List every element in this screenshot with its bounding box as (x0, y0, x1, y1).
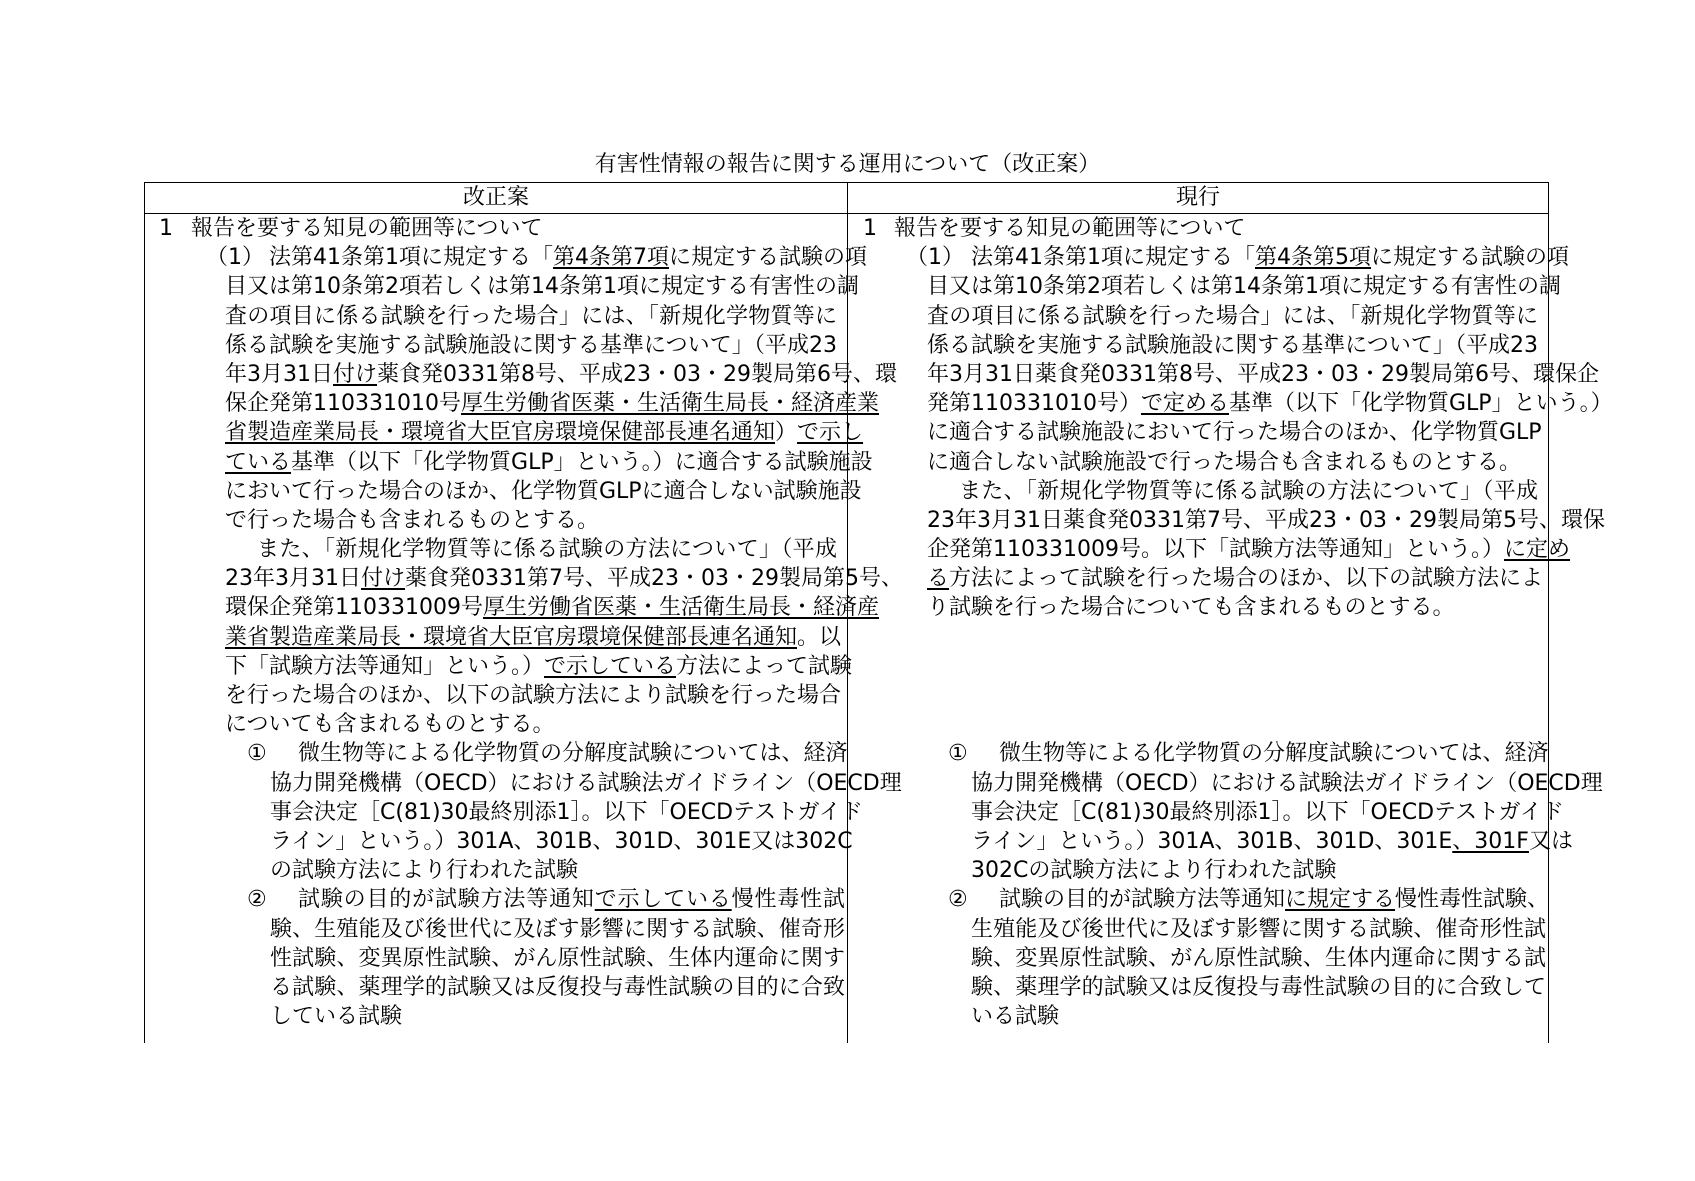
text-segment: 環保企発第110331009号 (225, 595, 483, 621)
document-title: 有害性情報の報告に関する運用について（改正案） (594, 152, 1101, 177)
text-line (971, 1002, 1546, 1031)
text-segment: 生殖能及び後世代に及ぼす影響に関する試験、催奇形性試 (971, 916, 1546, 942)
text-line (971, 798, 1564, 827)
item-1-paragraph-2 (225, 535, 903, 739)
subitem-2 (247, 885, 845, 1031)
text-segment: ） (775, 420, 798, 446)
underlined-change: 第4条第5項 (1255, 245, 1371, 271)
text-segment: ライン」という。）301A、301B、301D、301E (971, 828, 1453, 854)
revised-column (145, 214, 903, 1043)
text-segment: 基準（以下「化学物質GLP」という。）に適合する試験施設 (291, 449, 873, 475)
text-segment: 方法によって試験 (676, 653, 853, 679)
text-segment: 又は (1528, 828, 1573, 854)
column-header-revised: 改正案 (145, 183, 847, 214)
text-segment: 微生物等による化学物質の分解度試験については、経済 (999, 741, 1549, 767)
subitem-1 (247, 739, 902, 885)
text-line (927, 535, 1570, 564)
text-line (927, 331, 1538, 360)
subitem-2-label: ② (948, 887, 968, 913)
text-segment: 性試験、変異原性試験、がん原性試験、生体内運命に関す (270, 945, 845, 971)
text-line (225, 681, 842, 710)
text-segment: 協力開発機構（OECD）における試験法ガイドライン（OECD理 (270, 770, 902, 796)
underlined-change: ている (225, 449, 292, 475)
text-line (971, 739, 1549, 768)
text-segment: 事会決定［C(81)30最終別添1］。以下「OECDテストガイド (270, 799, 863, 825)
text-line (270, 798, 863, 827)
text-line (225, 535, 837, 564)
subitem-1-label: ① (948, 741, 968, 767)
text-line (971, 856, 1546, 885)
text-line (270, 885, 845, 914)
text-segment: 年3月31日薬食発0331第8号、平成23・03・29製局第6号、環保企 (927, 361, 1599, 387)
text-segment: に適合する試験施設において行った場合のほか、化学物質GLP (927, 420, 1542, 446)
text-segment: 保企発第110331010号 (225, 391, 461, 417)
text-segment: 験、変異原性試験、がん原性試験、生体内運命に関する試 (971, 945, 1546, 971)
text-line (270, 973, 845, 1002)
text-segment: 302Cの試験方法により行われた試験 (971, 858, 1337, 884)
text-segment: 薬食発0331第7号、平成23・03・29製局第5号、 (405, 566, 903, 592)
underlined-change: に定め (1503, 537, 1570, 563)
text-segment: また、「新規化学物質等に係る試験の方法について」（平成 (959, 478, 1538, 504)
section-title: 報告を要する知見の範囲等について (894, 216, 1246, 241)
text-segment: 23年3月31日 (225, 566, 361, 592)
item-1-paragraph (906, 243, 1613, 477)
section-heading (848, 214, 1548, 243)
text-segment: 微生物等による化学物質の分解度試験については、経済 (298, 741, 848, 767)
current-column (848, 214, 1613, 1043)
subitem-2-label: ② (247, 887, 267, 913)
section-number: 1 (863, 216, 877, 241)
text-segment: 法第41条第1項に規定する「 (269, 245, 553, 271)
text-line (225, 652, 853, 681)
text-line (270, 769, 902, 798)
section-heading (145, 214, 847, 243)
text-line (225, 331, 837, 360)
text-line (225, 564, 903, 593)
text-segment: において行った場合のほか、化学物質GLPに適合しない試験施設 (225, 478, 862, 504)
text-segment: に規定する試験の項 (1371, 245, 1570, 271)
text-line (971, 769, 1603, 798)
text-line (270, 915, 845, 944)
text-line (225, 448, 873, 477)
text-segment: 発第110331010号） (927, 391, 1141, 417)
text-segment: に規定する試験の項 (669, 245, 868, 271)
text-segment: 慢性毒性試験、 (1395, 887, 1550, 913)
text-segment: している試験 (270, 1004, 403, 1030)
underlined-change: 付け (333, 361, 378, 387)
underlined-change: 業省製造産業局長・環境省大臣官房環境保健部長連名通知 (225, 624, 798, 650)
text-segment: 23年3月31日薬食発0331第7号、平成23・03・29製局第5号、環保 (927, 507, 1605, 533)
text-segment: 基準（以下「化学物質GLP」という。） (1229, 391, 1613, 417)
text-segment: 。以 (797, 624, 842, 650)
text-line (971, 915, 1546, 944)
underlined-change: 、301F (1452, 828, 1529, 854)
text-segment: 方法によって試験を行った場合のほか、以下の試験方法によ (949, 566, 1544, 592)
text-segment: についても含まれるものとする。 (225, 712, 555, 738)
text-segment: 協力開発機構（OECD）における試験法ガイドライン（OECD理 (971, 770, 1603, 796)
text-segment: ライン」という。）301A、301B、301D、301E又は302C (270, 828, 853, 854)
underlined-change: で定める (1140, 391, 1229, 417)
text-line (225, 389, 879, 418)
underlined-change: 省製造産業局長・環境省大臣官房環境保健部長連名通知 (225, 420, 776, 446)
text-line (927, 506, 1605, 535)
text-line (270, 827, 853, 856)
text-segment: に適合しない試験施設で行った場合も含まれるものとする。 (927, 449, 1522, 475)
item-1-label: （1） (906, 245, 964, 271)
text-segment: 査の項目に係る試験を行った場合」には、「新規化学物質等に (225, 303, 837, 329)
text-line (971, 827, 1573, 856)
text-line (927, 477, 1538, 506)
text-line (927, 360, 1599, 389)
text-segment: 企発第110331009号。以下「試験方法等通知」という。） (927, 537, 1504, 563)
text-line (927, 593, 1538, 622)
text-segment: を行った場合のほか、以下の試験方法により試験を行った場合 (225, 683, 842, 708)
text-segment: 薬食発0331第8号、平成23・03・29製局第6号、環 (377, 361, 897, 387)
item-1-paragraph (206, 243, 897, 535)
section-number: 1 (159, 216, 173, 241)
text-segment: 試験の目的が試験方法等通知 (999, 887, 1286, 913)
text-segment: 験、生殖能及び後世代に及ぼす影響に関する試験、催奇形 (270, 916, 845, 942)
text-line (270, 856, 845, 885)
text-line (927, 564, 1544, 593)
text-line (927, 389, 1613, 418)
text-line (927, 418, 1542, 447)
underlined-change: 第4条第7項 (553, 245, 669, 271)
text-line (225, 477, 862, 506)
text-line (225, 506, 837, 535)
text-segment: 査の項目に係る試験を行った場合」には、「新規化学物質等に (927, 303, 1538, 329)
underlined-change: 付け (361, 566, 406, 592)
underlined-change: 厚生労働省医薬・生活衛生局長・経済産業 (460, 391, 879, 417)
column-header-current: 現行 (848, 183, 1548, 214)
text-segment: の試験方法により行われた試験 (270, 858, 579, 884)
text-segment: いる試験 (971, 1004, 1060, 1030)
text-segment: 試験の目的が試験方法等通知 (298, 887, 595, 913)
text-line (927, 448, 1538, 477)
text-line (971, 973, 1546, 1002)
underlined-change: で示している (594, 887, 732, 913)
item-1-label: （1） (206, 245, 264, 271)
text-segment: 年3月31日 (225, 361, 333, 387)
text-segment: 事会決定［C(81)30最終別添1］。以下「OECDテストガイド (971, 799, 1564, 825)
section-title: 報告を要する知見の範囲等について (191, 216, 543, 241)
text-segment: 係る試験を実施する試験施設に関する基準について」（平成23 (927, 332, 1538, 358)
text-line (225, 243, 868, 272)
underlined-change: る (927, 566, 950, 592)
item-1-paragraph-2 (927, 477, 1605, 623)
text-line (225, 623, 842, 652)
text-line (927, 243, 1570, 272)
subitem-1 (948, 739, 1603, 885)
underlined-change: で示している (544, 653, 677, 679)
text-line (225, 360, 897, 389)
text-segment: 係る試験を実施する試験施設に関する基準について」（平成23 (225, 332, 837, 358)
text-line (225, 272, 859, 301)
underlined-change: に規定する (1285, 887, 1396, 913)
text-line (270, 1002, 845, 1031)
text-line (927, 272, 1561, 301)
text-segment: 慢性毒性試 (731, 887, 845, 913)
text-line (270, 944, 845, 973)
text-line (927, 302, 1538, 331)
text-line (225, 418, 864, 447)
text-line (225, 302, 837, 331)
comparison-table (144, 182, 1613, 1043)
text-segment: る試験、薬理学的試験又は反復投与毒性試験の目的に合致 (270, 974, 845, 1000)
text-segment: で行った場合も含まれるものとする。 (225, 507, 600, 533)
text-line (225, 593, 879, 622)
blank-space (848, 623, 1548, 740)
text-segment: 目又は第10条第2項若しくは第14条第1項に規定する有害性の調 (225, 274, 859, 300)
text-segment: り試験を行った場合についても含まれるものとする。 (927, 595, 1455, 621)
text-line (971, 944, 1546, 973)
underlined-change: で示し (797, 420, 864, 446)
text-line (225, 710, 837, 739)
text-segment: また、「新規化学物質等に係る試験の方法について」（平成 (257, 537, 837, 563)
text-segment: 目又は第10条第2項若しくは第14条第1項に規定する有害性の調 (927, 274, 1561, 300)
text-line (270, 739, 848, 768)
text-segment: 験、薬理学的試験又は反復投与毒性試験の目的に合致して (971, 974, 1546, 1000)
text-line (971, 885, 1550, 914)
text-segment: 法第41条第1項に規定する「 (971, 245, 1255, 271)
underlined-change: 厚生労働省医薬・生活衛生局長・経済産 (482, 595, 879, 621)
text-segment: 下「試験方法等通知」という。） (225, 653, 545, 679)
subitem-1-label: ① (247, 741, 267, 767)
subitem-2 (948, 885, 1550, 1031)
